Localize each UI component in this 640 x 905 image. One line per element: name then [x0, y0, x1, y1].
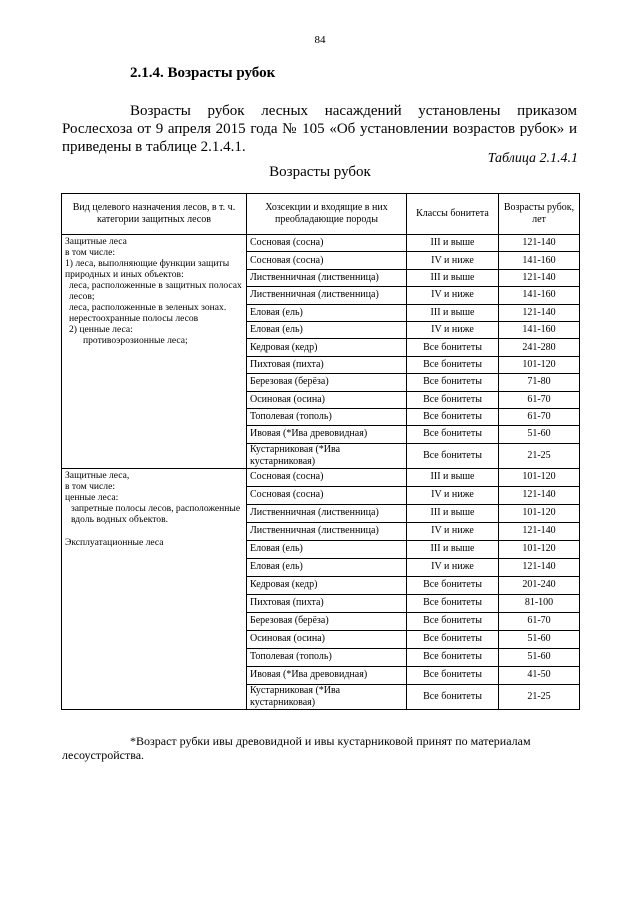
bonitet-cell: IV и ниже — [407, 321, 499, 338]
column-header-age: Возрасты рубок, лет — [499, 194, 580, 235]
bonitet-cell: Все бонитеты — [407, 443, 499, 468]
age-cell: 101-120 — [499, 356, 580, 373]
category-line: леса, расположенные в зеленых зонах. — [69, 302, 227, 313]
age-cell: 121-140 — [499, 235, 580, 252]
species-cell: Сосновая (сосна) — [247, 486, 407, 504]
section-heading: 2.1.4. Возрасты рубок — [130, 65, 276, 81]
age-cell: 121-140 — [499, 486, 580, 504]
category-line: нерестоохранные полосы лесов — [69, 313, 199, 324]
category-line: ценные леса: — [65, 491, 119, 503]
category-line: 1) леса, выполняющие функции защиты природных и иных объектов: — [65, 258, 230, 280]
age-cell: 51-60 — [499, 648, 580, 666]
bonitet-cell: III и выше — [407, 468, 499, 486]
bonitet-cell: III и выше — [407, 540, 499, 558]
species-cell: Березовая (берёза) — [247, 374, 407, 391]
bonitet-cell: Все бонитеты — [407, 630, 499, 648]
age-cell: 141-160 — [499, 321, 580, 338]
bonitet-cell: Все бонитеты — [407, 594, 499, 612]
category-line: Защитные леса, — [65, 469, 130, 481]
species-cell: Березовая (берёза) — [247, 612, 407, 630]
age-cell: 121-140 — [499, 522, 580, 540]
age-cell: 121-140 — [499, 558, 580, 576]
age-cell: 61-70 — [499, 391, 580, 408]
bonitet-cell: Все бонитеты — [407, 339, 499, 356]
species-cell: Пихтовая (пихта) — [247, 356, 407, 373]
bonitet-cell: Все бонитеты — [407, 356, 499, 373]
age-cell: 21-25 — [499, 443, 580, 468]
age-cell: 141-160 — [499, 252, 580, 269]
bonitet-cell: III и выше — [407, 269, 499, 286]
age-cell: 101-120 — [499, 540, 580, 558]
cutting-age-table — [61, 193, 580, 710]
age-cell: 41-50 — [499, 666, 580, 684]
bonitet-cell: Все бонитеты — [407, 576, 499, 594]
age-cell: 61-70 — [499, 612, 580, 630]
bonitet-cell: III и выше — [407, 235, 499, 252]
age-cell: 101-120 — [499, 504, 580, 522]
bonitet-cell: IV и ниже — [407, 486, 499, 504]
species-cell: Осиновая (осина) — [247, 391, 407, 408]
species-cell: Сосновая (сосна) — [247, 252, 407, 269]
species-cell: Кустарниковая (*Ива кустарниковая) — [247, 684, 407, 709]
bonitet-cell: Все бонитеты — [407, 374, 499, 391]
column-header-species: Хозсекции и входящие в них преобладающие породы — [247, 194, 407, 235]
age-cell: 71-80 — [499, 374, 580, 391]
age-cell: 121-140 — [499, 269, 580, 286]
bonitet-cell: IV и ниже — [407, 252, 499, 269]
species-cell: Лиственничная (лиственница) — [247, 287, 407, 304]
species-cell: Еловая (ель) — [247, 321, 407, 338]
bonitet-cell: Все бонитеты — [407, 391, 499, 408]
bonitet-cell: Все бонитеты — [407, 648, 499, 666]
age-cell: 241-280 — [499, 339, 580, 356]
category-line: в том числе: — [65, 480, 116, 492]
bonitet-cell: Все бонитеты — [407, 612, 499, 630]
bonitet-cell: IV и ниже — [407, 522, 499, 540]
category-line: в том числе: — [65, 247, 116, 258]
age-cell: 51-60 — [499, 630, 580, 648]
page-number: 84 — [314, 34, 326, 46]
bonitet-cell: Все бонитеты — [407, 684, 499, 709]
column-header-category: Вид целевого назначения лесов, в т. ч. категории защитных лесов — [62, 194, 247, 235]
intro-paragraph: Возрасты рубок лесных насаждений установлены приказом Рослесхоза от 9 апреля 2015 года № 105 «Об установлении возрастов рубок» и приведены в таблице 2.1.4.1. — [62, 103, 577, 155]
age-cell: 21-25 — [499, 684, 580, 709]
species-cell: Тополевая (тополь) — [247, 408, 407, 425]
column-header-bonitet: Классы бонитета — [407, 194, 499, 235]
species-cell: Кедровая (кедр) — [247, 576, 407, 594]
species-cell: Сосновая (сосна) — [247, 468, 407, 486]
table-header-row — [62, 194, 580, 235]
age-cell: 141-160 — [499, 287, 580, 304]
table-row — [62, 468, 580, 486]
species-cell: Лиственничная (лиственница) — [247, 269, 407, 286]
age-cell: 201-240 — [499, 576, 580, 594]
category-line: запретные полосы лесов, расположенные вдоль водных объектов. — [71, 502, 241, 525]
species-cell: Лиственничная (лиственница) — [247, 504, 407, 522]
species-cell: Лиственничная (лиственница) — [247, 522, 407, 540]
category-cell — [62, 235, 247, 469]
table-body — [62, 235, 580, 710]
species-cell: Еловая (ель) — [247, 558, 407, 576]
table-row — [62, 235, 580, 252]
category-line: леса, расположенные в защитных полосах лесов; — [69, 280, 242, 302]
species-cell: Осиновая (осина) — [247, 630, 407, 648]
bonitet-cell: IV и ниже — [407, 287, 499, 304]
table-label: Таблица 2.1.4.1 — [487, 151, 578, 166]
table-caption: Возрасты рубок — [269, 164, 371, 180]
category-cell — [62, 468, 247, 709]
category-line: 2) ценные леса: — [69, 324, 133, 335]
age-cell: 61-70 — [499, 408, 580, 425]
category-line: Защитные леса — [65, 236, 127, 247]
species-cell: Кедровая (кедр) — [247, 339, 407, 356]
bonitet-cell: III и выше — [407, 504, 499, 522]
species-cell: Еловая (ель) — [247, 540, 407, 558]
bonitet-cell: Все бонитеты — [407, 408, 499, 425]
bonitet-cell: Все бонитеты — [407, 426, 499, 443]
species-cell: Пихтовая (пихта) — [247, 594, 407, 612]
age-cell: 51-60 — [499, 426, 580, 443]
age-cell: 121-140 — [499, 304, 580, 321]
species-cell: Ивовая (*Ива древовидная) — [247, 666, 407, 684]
age-cell: 81-100 — [499, 594, 580, 612]
category-line: противоэрозионные леса; — [83, 335, 188, 346]
age-cell: 101-120 — [499, 468, 580, 486]
species-cell: Еловая (ель) — [247, 304, 407, 321]
footnote: *Возраст рубки ивы древовидной и ивы кустарниковой принят по материалам лесоустройства. — [62, 734, 531, 762]
bonitet-cell: IV и ниже — [407, 558, 499, 576]
species-cell: Сосновая (сосна) — [247, 235, 407, 252]
bonitet-cell: Все бонитеты — [407, 666, 499, 684]
bonitet-cell: III и выше — [407, 304, 499, 321]
species-cell: Тополевая (тополь) — [247, 648, 407, 666]
species-cell: Кустарниковая (*Ива кустарниковая) — [247, 443, 407, 468]
category-line: Эксплуатационные леса — [65, 536, 164, 548]
species-cell: Ивовая (*Ива древовидная) — [247, 426, 407, 443]
